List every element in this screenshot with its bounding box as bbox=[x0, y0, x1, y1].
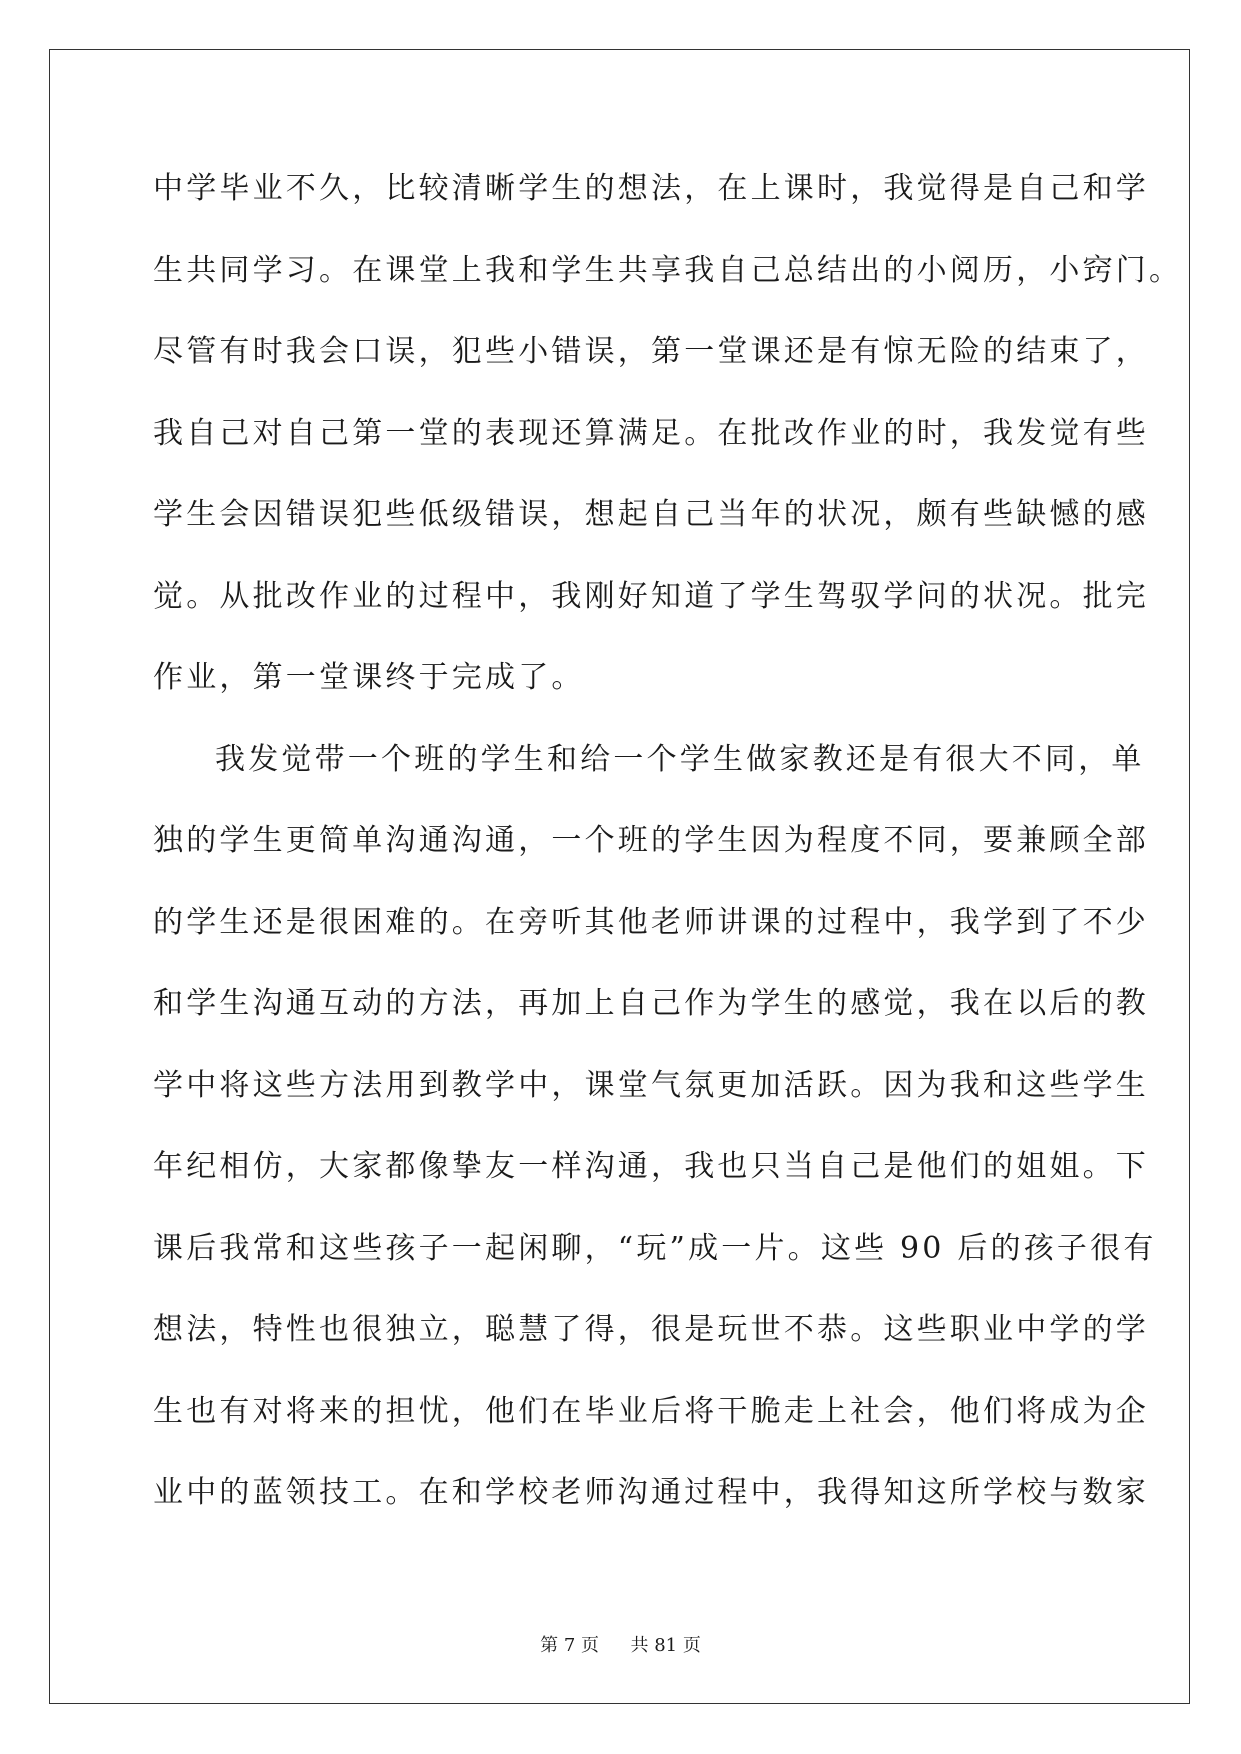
text-line: 独的学生更简单沟通沟通，一个班的学生因为程度不同，要兼顾全部 bbox=[153, 823, 1149, 858]
text-line: 生共同学习。在课堂上我和学生共享我自己总结出的小阅历，小窍门。 bbox=[153, 252, 1183, 288]
text-line: 生也有对将来的担忧，他们在毕业后将干脆走上社会，他们将成为企 bbox=[153, 1393, 1149, 1429]
text-line: 的学生还是很困难的。在旁听其他老师讲课的过程中，我学到了不少 bbox=[153, 904, 1149, 940]
text-line: 课后我常和这些孩子一起闲聊，“玩”成一片。这些 90 后的孩子很有 bbox=[153, 1230, 1157, 1266]
current-page-indicator: 第 7 页 bbox=[540, 1635, 600, 1656]
text-line: 觉。从批改作业的过程中，我刚好知道了学生驾驭学问的状况。批完 bbox=[153, 578, 1149, 614]
text-line: 作业，第一堂课终于完成了。 bbox=[153, 660, 585, 695]
text-line: 和学生沟通互动的方法，再加上自己作为学生的感觉，我在以后的教 bbox=[153, 986, 1149, 1021]
page-footer bbox=[0, 1634, 1241, 1658]
text-line: 业中的蓝领技工。在和学校老师沟通过程中，我得知这所学校与数家 bbox=[153, 1475, 1149, 1510]
text-line: 年纪相仿，大家都像挚友一样沟通，我也只当自己是他们的姐姐。下 bbox=[153, 1149, 1149, 1184]
text-line: 我自己对自己第一堂的表现还算满足。在批改作业的时，我发觉有些 bbox=[153, 415, 1149, 451]
text-line: 学中将这些方法用到教学中，课堂气氛更加活跃。因为我和这些学生 bbox=[153, 1067, 1149, 1103]
text-line: 学生会因错误犯些低级错误，想起自己当年的状况，颇有些缺憾的感 bbox=[153, 497, 1149, 532]
text-line: 我发觉带一个班的学生和给一个学生做家教还是有很大不同，单 bbox=[215, 741, 1145, 777]
text-line: 尽管有时我会口误，犯些小错误，第一堂课还是有惊无险的结束了， bbox=[153, 334, 1149, 369]
total-pages-indicator: 共 81 页 bbox=[630, 1635, 701, 1656]
document-body bbox=[153, 162, 1183, 1548]
text-line: 中学毕业不久，比较清晰学生的想法，在上课时，我觉得是自己和学 bbox=[153, 171, 1149, 206]
text-line: 想法，特性也很独立，聪慧了得，很是玩世不恭。这些职业中学的学 bbox=[153, 1312, 1149, 1347]
